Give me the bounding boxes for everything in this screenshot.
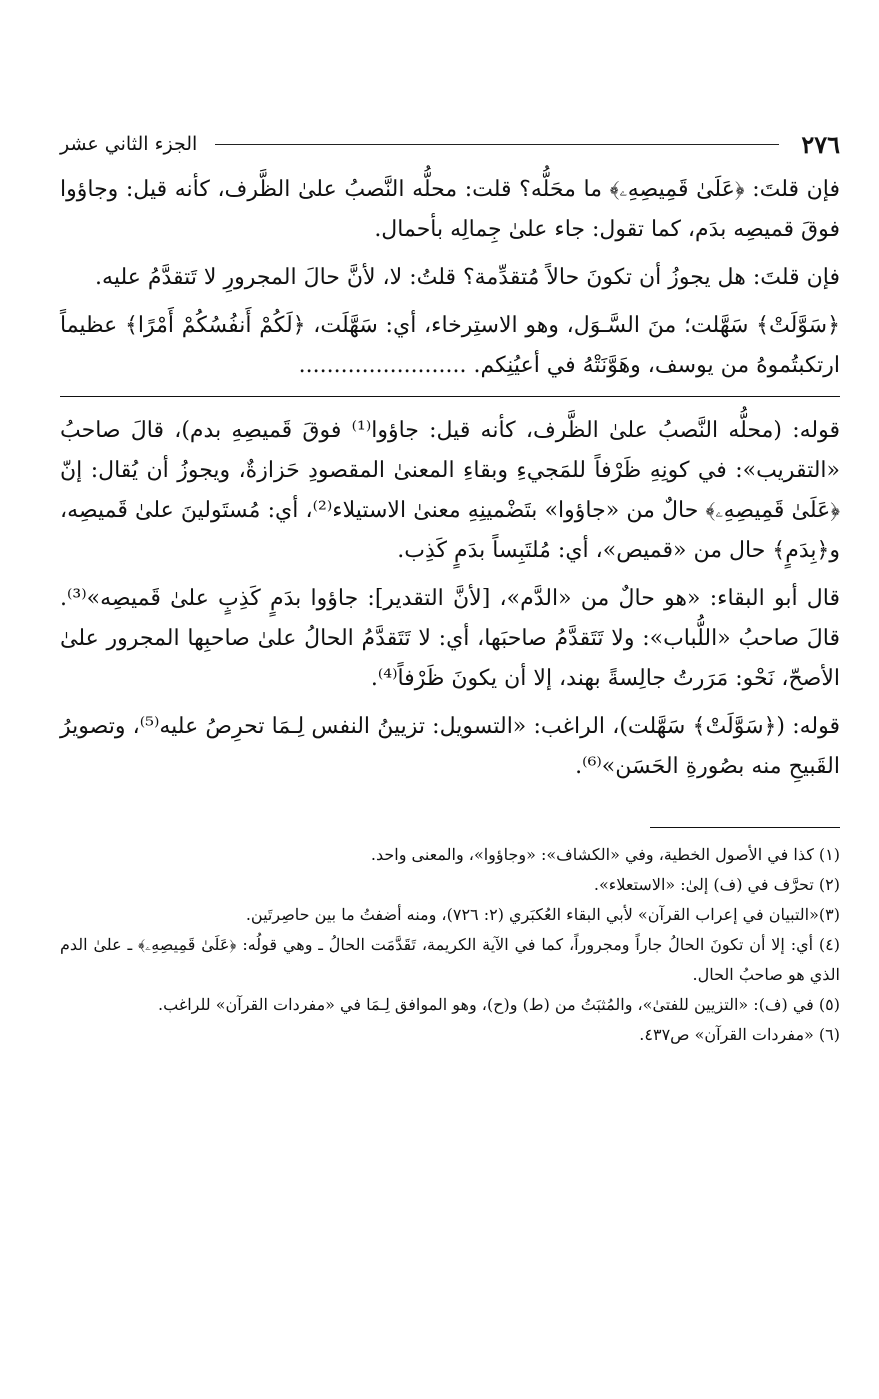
commentary-text — [60, 411, 840, 787]
section-divider — [60, 396, 840, 397]
header-rule — [215, 144, 779, 145]
commentary-paragraph: قوله: (﴿سَوَّلَتْ﴾ سَهَّلت)، الراغب: «التسويل: تزيينُ النفس لِـمَا تحرِصُ عليه⁽⁵⁾، وتصويرُ القَبيحِ منه بصُورةِ الحَسَن»⁽⁶⁾. — [60, 714, 840, 779]
footnote: (٥) في (ف): «التزيين للفتىٰ»، والمُثبَتُ من (ط) و(ح)، وهو الموافق لِـمَا في «مفردات القرآن» للراغب. — [158, 995, 840, 1014]
main-text — [60, 170, 840, 386]
main-paragraph: فإن قلتَ: هل يجوزُ أن تكونَ حالاً مُتقدِّمة؟ قلتُ: لا، لأنَّ حالَ المجرورِ لا تَتقدَّمُ عليه. — [95, 265, 840, 290]
page-number: ٢٧٦ — [801, 129, 840, 159]
footnote: (٤) أي: إلا أن تكونَ الحالُ جاراً ومجروراً، كما في الآية الكريمة، تَقَدَّمَت الحالُ ـ وهي قولُه: ﴿عَلَىٰ قَمِيصِهِۦ﴾ ـ علىٰ الدم الذي هو صاحبُ الحال. — [60, 935, 840, 984]
commentary-paragraph: قوله: (محلُّه النَّصبُ علىٰ الظَّرف، كأنه قيل: جاؤوا⁽¹⁾ فوقَ قَميصِهِ بدم)، قالَ صاحبُ «التقريب»: في كونِهِ ظَرْفاً للمَجيءِ وبقاءِ المعنىٰ المقصودِ حَزازةٌ، ويجوزُ أن يُقال: إنّ ﴿عَلَىٰ قَمِيصِهِۦ﴾ حالٌ من «جاؤوا» بتَضْمينِهِ معنىٰ الاستيلاء⁽²⁾، أي: مُستَولينَ علىٰ قَميصِه، و﴿بِدَمٍ﴾ حال من «قميص»، أي: مُلتَبِساً بدَمٍ كَذِب. — [60, 418, 840, 563]
running-head — [60, 118, 840, 170]
footnote: (١) كذا في الأصول الخطية، وفي «الكشاف»: «وجاؤوا»، والمعنى واحد. — [370, 845, 840, 864]
book-page — [60, 118, 840, 1050]
footnote: (٦) «مفردات القرآن» ص٤٣٧. — [639, 1025, 840, 1044]
footnotes — [60, 840, 840, 1050]
footnote: (٢) تحرَّف في (ف) إلىٰ: «الاستعلاء». — [593, 875, 840, 894]
main-paragraph: فإن قلتَ: ﴿عَلَىٰ قَمِيصِهِۦ﴾ ما محَلُّه؟ قلت: محلُّه النَّصبُ علىٰ الظَّرف، كأنه قيل: وجاؤوا فوقَ قميصِه بدَم، كما تقول: جاء علىٰ جِمالِه بأحمال. — [60, 177, 840, 242]
running-title: الجزء الثاني عشر — [60, 133, 198, 155]
footnote-divider — [650, 827, 840, 828]
commentary-paragraph: قال أبو البقاء: «هو حالٌ من «الدَّم»، [لأنَّ التقدير]: جاؤوا بدَمٍ كَذِبٍ علىٰ قَميصِه»⁽³⁾. قالَ صاحبُ «اللُّباب»: ولا تَتَقدَّمُ صاحبَها، أي: لا تَتَقدَّمُ الحالُ علىٰ صاحبِها المجرور علىٰ الأصحّ، نَحْو: مَرَرتُ جالِسةً بهند، إلا أن يكونَ ظَرْفاً⁽⁴⁾. — [60, 586, 840, 691]
main-paragraph: ﴿سَوَّلَتْ﴾ سَهَّلت؛ منَ السَّـوَل، وهو الاستِرخاء، أي: سَهَّلَت، ﴿لَكُمْ أَنفُسُكُمْ أَمْرًا﴾ عظيماً ارتكبتُموهُ من يوسف، وهَوَّنَتْهُ في أعيُنِكم. ........................ — [60, 313, 840, 378]
footnote: (٣)«التبيان في إعراب القرآن» لأبي البقاء العُكبَري (٢: ٧٢٦)، ومنه أضفتُ ما بين حاصِرتَين. — [245, 905, 840, 924]
